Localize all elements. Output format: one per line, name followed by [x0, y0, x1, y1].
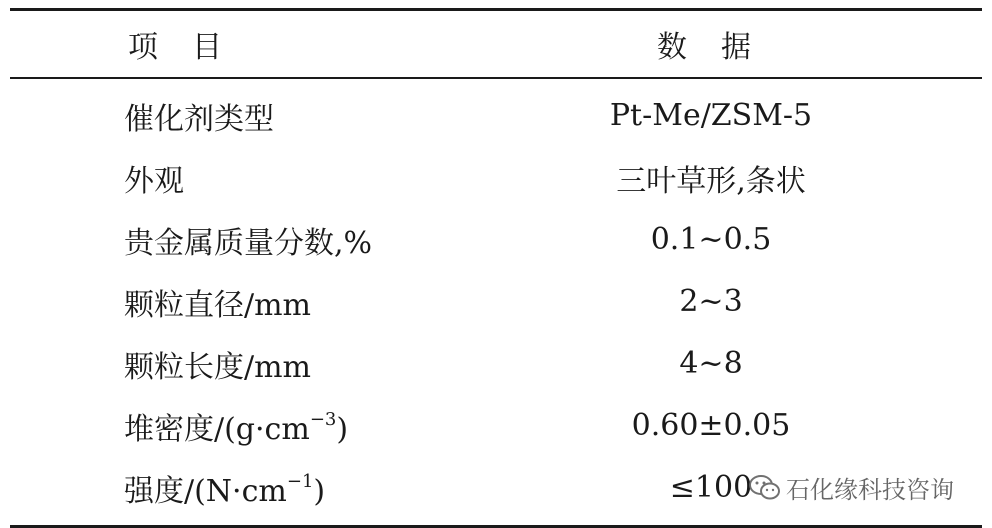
header-value: 数据 — [657, 30, 785, 65]
row-value: 0.60±0.05 — [631, 408, 791, 443]
row-label-exponent: −3 — [309, 408, 337, 430]
row-value: ≤100 — [669, 470, 753, 505]
table-row — [10, 395, 982, 457]
row-label-text: 堆密度/(g·cm — [124, 411, 310, 447]
row-value: 三叶草形,条状 — [616, 163, 806, 199]
row-label-text: 强度/(N·cm — [124, 473, 287, 509]
row-label-exponent: −1 — [286, 470, 314, 492]
row-label: 颗粒直径/mm — [124, 287, 312, 323]
table-bottom-rule — [10, 525, 982, 528]
watermark-text: 石化缘科技咨询 — [786, 476, 954, 504]
table-row — [10, 209, 982, 271]
row-value: Pt-Me/ZSM-5 — [609, 98, 813, 133]
table-header-row — [10, 11, 982, 77]
parameter-table — [10, 8, 982, 528]
table-row — [10, 85, 982, 147]
row-label: 贵金属质量分数,% — [124, 225, 373, 261]
header-item: 项目 — [128, 30, 256, 65]
row-label — [10, 404, 540, 448]
row-label: 催化剂类型 — [124, 101, 274, 137]
row-label: 外观 — [124, 163, 184, 199]
table-row — [10, 333, 982, 395]
table-body — [10, 79, 982, 525]
table-row — [10, 147, 982, 209]
row-label-close: ) — [336, 411, 349, 447]
row-label: 颗粒长度/mm — [124, 349, 312, 385]
row-value: 0.1~0.5 — [650, 222, 772, 257]
row-label — [10, 466, 540, 510]
table-row — [10, 271, 982, 333]
watermark — [748, 470, 954, 505]
row-value: 4~8 — [679, 346, 743, 381]
wechat-icon — [748, 473, 782, 503]
row-label-close: ) — [313, 473, 326, 509]
row-value: 2~3 — [679, 284, 743, 319]
